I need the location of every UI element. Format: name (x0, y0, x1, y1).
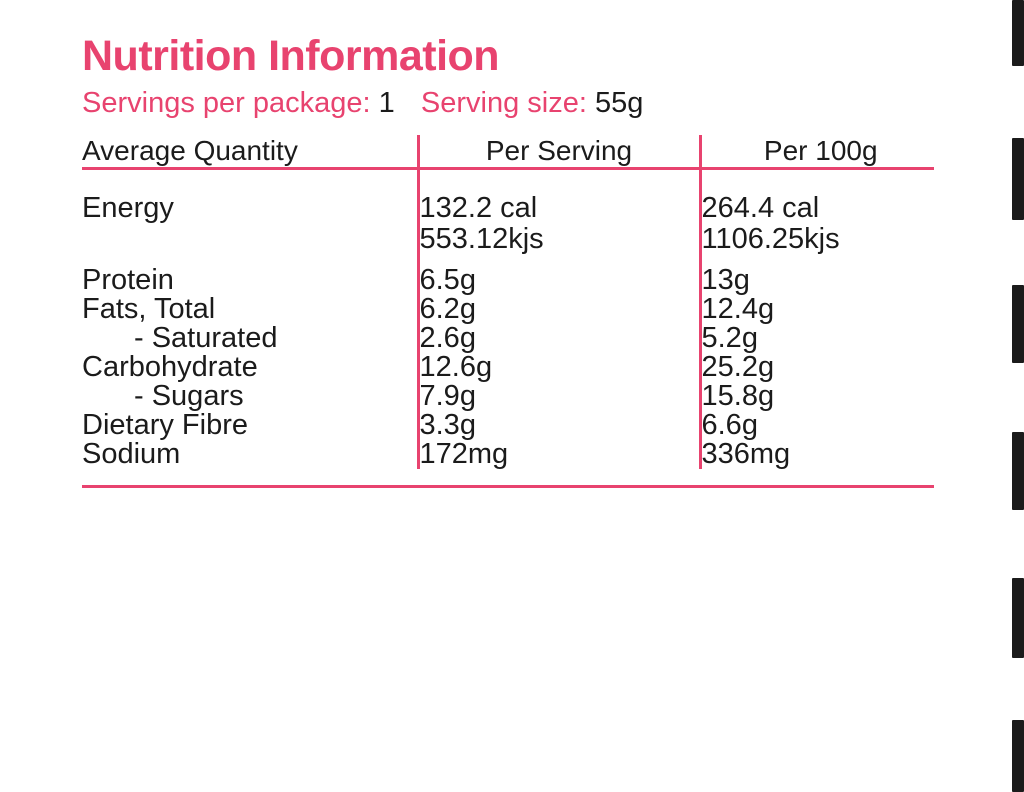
servings-per-package-value: 1 (378, 87, 395, 120)
row-per-serving: 6.5g (418, 266, 700, 295)
row-per-100g: 13g (700, 266, 934, 295)
row-per-serving: 553.12kjs (418, 223, 700, 266)
nutrition-table (82, 135, 934, 469)
edge-mark (1012, 0, 1024, 66)
row-label: Carbohydrate (82, 351, 258, 384)
row-label: Sodium (82, 438, 181, 471)
row-per-100g: 264.4 cal (700, 170, 934, 223)
column-header-average-quantity: Average Quantity (82, 135, 298, 167)
row-per-100g: 12.4g (700, 295, 934, 324)
row-per-serving: 7.9g (418, 382, 700, 411)
edge-mark (1012, 578, 1024, 658)
row-label: - Saturated (134, 322, 278, 355)
table-row (82, 382, 934, 411)
column-header-per-100g: Per 100g (700, 135, 934, 167)
table-row (82, 170, 934, 223)
row-label: Protein (82, 264, 174, 297)
row-per-100g: 5.2g (700, 324, 934, 353)
servings-summary (82, 85, 936, 121)
column-header-per-serving: Per Serving (418, 135, 700, 167)
table-row (82, 266, 934, 295)
row-per-100g: 25.2g (700, 353, 934, 382)
table-row (82, 324, 934, 353)
row-per-serving: 3.3g (418, 411, 700, 440)
table-row (82, 353, 934, 382)
table-row (82, 440, 934, 469)
row-label: Fats, Total (82, 293, 216, 326)
row-per-100g: 15.8g (700, 382, 934, 411)
table-row (82, 411, 934, 440)
page-edge-marks (1000, 0, 1024, 792)
row-per-100g: 1106.25kjs (700, 223, 934, 266)
table-row (82, 295, 934, 324)
row-label: Energy (82, 192, 174, 225)
row-label: Dietary Fibre (82, 409, 248, 442)
row-label (82, 223, 418, 266)
table-bottom-rule (82, 485, 934, 488)
edge-mark (1012, 720, 1024, 792)
page-title: Nutrition Information (82, 32, 500, 80)
edge-mark (1012, 432, 1024, 510)
row-per-serving: 12.6g (418, 353, 700, 382)
row-per-serving: 6.2g (418, 295, 700, 324)
row-per-serving: 132.2 cal (418, 170, 700, 223)
edge-mark (1012, 285, 1024, 363)
table-row (82, 223, 934, 266)
serving-size-label: Serving size: (420, 87, 587, 120)
row-per-serving: 2.6g (418, 324, 700, 353)
servings-per-package-label: Servings per package: (82, 87, 371, 120)
serving-size-value: 55g (594, 87, 644, 120)
row-per-100g: 336mg (700, 440, 934, 469)
table-header-row (82, 135, 934, 167)
edge-mark (1012, 138, 1024, 220)
row-label: - Sugars (134, 380, 244, 413)
row-per-100g: 6.6g (700, 411, 934, 440)
row-per-serving: 172mg (418, 440, 700, 469)
